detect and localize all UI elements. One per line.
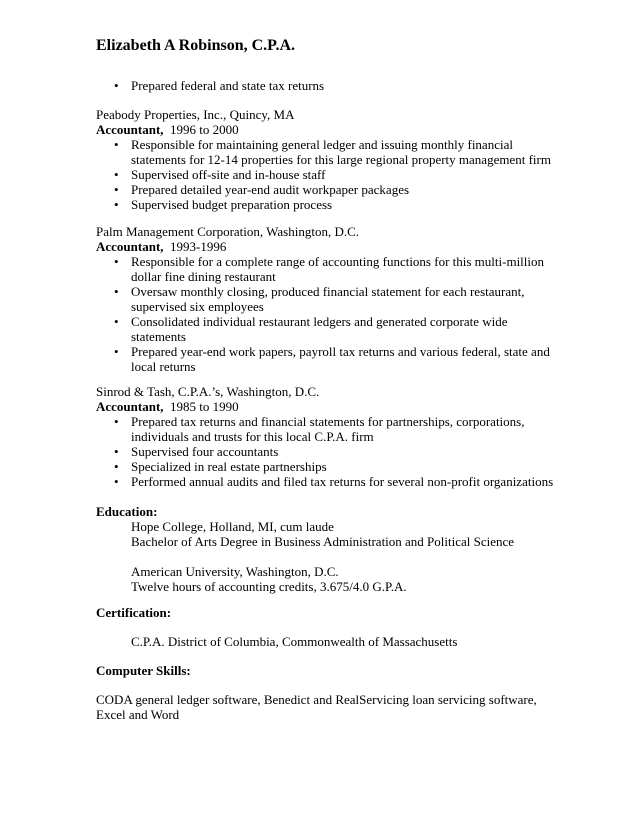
employer: Palm Management Corporation, Washington, D.C.	[96, 224, 360, 239]
skills-text: CODA general ledger software, Benedict and RealServicing loan servicing software,	[96, 692, 537, 707]
job-title-line: Accountant, 1985 to 1990	[96, 399, 239, 414]
candidate-name: Elizabeth A Robinson, C.P.A.	[96, 37, 296, 54]
bullet-item: • Prepared tax returns and financial statements for partnerships, corporations, individuals and trusts for this local C.P.A. firm	[131, 414, 546, 444]
employer: Peabody Properties, Inc., Quincy, MA	[96, 107, 295, 122]
employer: Sinrod & Tash, C.P.A.’s, Washington, D.C.	[96, 384, 320, 399]
job-entry-peabody	[96, 107, 551, 212]
education-section	[96, 504, 546, 594]
bullet-item: • Prepared year-end work papers, payroll tax returns and various federal, state and local returns	[131, 344, 546, 374]
bullet-item: • Supervised budget preparation process	[131, 197, 546, 212]
job-entry-palm	[96, 224, 550, 374]
job-title-line: Accountant, 1993-1996	[96, 239, 227, 254]
job-title-line: Accountant, 1996 to 2000	[96, 122, 239, 137]
top-bullets	[96, 78, 546, 93]
bullet-item: • Oversaw monthly closing, produced financial statement for each restaurant, supervised six employees	[131, 284, 546, 314]
bullet-item: • Supervised four accountants	[131, 444, 546, 459]
bullet-item: • Prepared detailed year-end audit workpaper packages	[131, 182, 546, 197]
bullet-item: • Prepared federal and state tax returns	[131, 78, 546, 93]
education-heading: Education:	[96, 504, 158, 519]
bullet-item: • Performed annual audits and filed tax returns for several non-profit organizations	[131, 474, 546, 489]
certification-section	[96, 605, 546, 649]
skills-heading: Computer Skills:	[96, 663, 191, 678]
bullet-item: • Responsible for maintaining general ledger and issuing monthly financial statements for 12-14 properties for this large regional property management firm	[131, 137, 546, 167]
bullet-item: • Specialized in real estate partnerships	[131, 459, 546, 474]
bullet-item: • Consolidated individual restaurant ledgers and generated corporate wide statements	[131, 314, 546, 344]
skills-section	[96, 663, 546, 722]
school-entry: American University, Washington, D.C. Twelve hours of accounting credits, 3.675/4.0 G.P.A.	[131, 564, 407, 594]
bullet-item: • Responsible for a complete range of accounting functions for this multi-million dollar fine dining restaurant	[131, 254, 546, 284]
bullet-item: • Supervised off-site and in-house staff	[131, 167, 546, 182]
school-entry: Hope College, Holland, MI, cum laude Bachelor of Arts Degree in Business Administration and Political Science	[131, 519, 515, 549]
certification-heading: Certification:	[96, 605, 172, 620]
skills-text: Excel and Word	[96, 707, 180, 722]
job-entry-sinrod	[96, 384, 554, 489]
certification-text: C.P.A. District of Columbia, Commonwealth of Massachusetts	[131, 634, 458, 649]
